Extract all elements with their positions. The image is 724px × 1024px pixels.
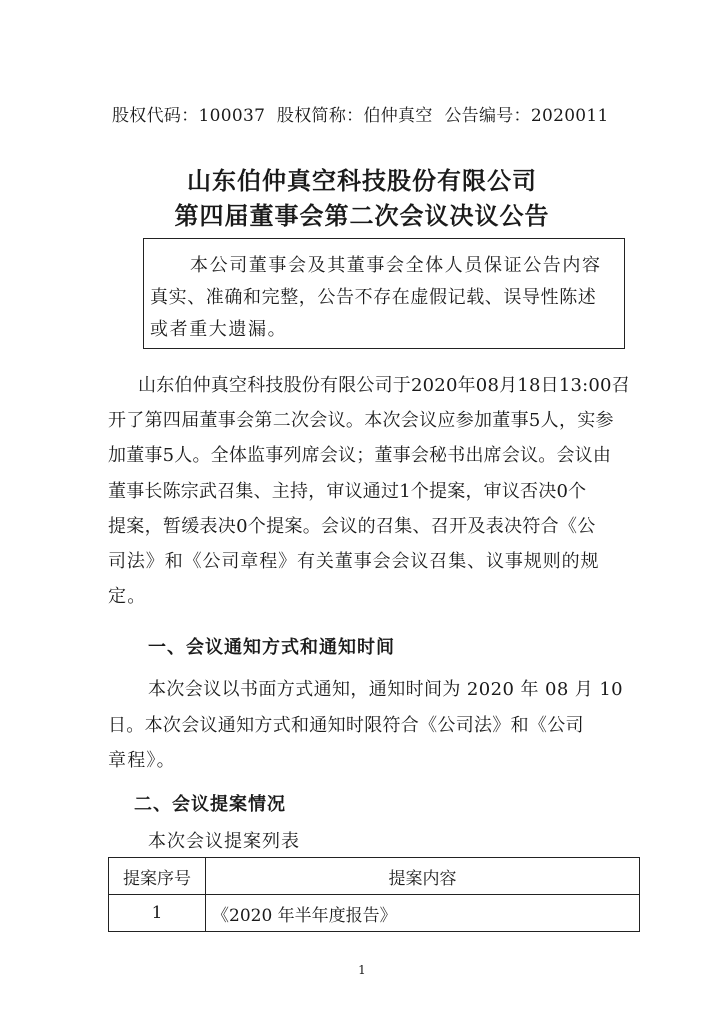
announcement-no: 2020011 bbox=[530, 106, 609, 126]
body-paragraph-1-line: 山东伯仲真空科技股份有限公司于2020年08月18日13:00召 bbox=[138, 375, 630, 396]
table-header-cell: 提案序号 bbox=[109, 858, 206, 895]
stock-code: 100037 bbox=[198, 106, 266, 126]
body-paragraph-1-line: 司法》和《公司章程》有关董事会会议召集、议事规则的规 bbox=[108, 551, 600, 572]
notice-line-1: 本公司董事会及其董事会全体人员保证公告内容 bbox=[190, 255, 602, 276]
notice-line-2: 真实、准确和完整，公告不存在虚假记载、误导性陈述 bbox=[150, 287, 597, 308]
proposals-table bbox=[108, 857, 640, 932]
body-paragraph-2-line: 本次会议以书面方式通知，通知时间为 2020 年 08 月 10 bbox=[148, 679, 624, 700]
body-paragraph-1-line: 开了第四届董事会第二次会议。本次会议应参加董事5人，实参 bbox=[108, 410, 614, 431]
body-paragraph-1-line: 提案，暂缓表决0个提案。会议的召集、召开及表决符合《公 bbox=[108, 516, 596, 537]
announcement-no-label: 公告编号： bbox=[444, 106, 531, 126]
stock-abbr: 伯仲真空 bbox=[363, 106, 433, 126]
section-1-heading: 一、会议通知方式和通知时间 bbox=[148, 637, 395, 658]
document-title-line1: 山东伯仲真空科技股份有限公司 bbox=[187, 166, 537, 195]
table-header-cell: 提案内容 bbox=[206, 858, 640, 895]
table-header-row bbox=[109, 858, 640, 895]
section-2-heading: 二、会议提案情况 bbox=[134, 794, 286, 815]
body-paragraph-1-line: 定。 bbox=[108, 586, 147, 607]
proposal-content-cell: 《2020 年半年度报告》 bbox=[206, 895, 640, 932]
body-paragraph-1-line: 董事长陈宗武召集、主持，审议通过1个提案，审议否决0个 bbox=[108, 481, 587, 502]
body-paragraph-2-line: 日。本次会议通知方式和通知时限符合《公司法》和《公司 bbox=[108, 715, 584, 736]
stock-code-label: 股权代码： bbox=[112, 106, 199, 126]
table-row bbox=[109, 895, 640, 932]
stock-abbr-label: 股权简称： bbox=[276, 106, 364, 126]
body-paragraph-2-line: 章程》。 bbox=[108, 750, 176, 771]
header-info-line bbox=[112, 101, 609, 126]
proposal-number-cell: 1 bbox=[109, 895, 206, 932]
document-title-line2: 第四届董事会第二次会议决议公告 bbox=[174, 201, 550, 230]
page-number: 1 bbox=[358, 963, 366, 977]
table-caption: 本次会议提案列表 bbox=[148, 831, 300, 852]
body-paragraph-1-line: 加董事5人。全体监事列席会议；董事会秘书出席会议。会议由 bbox=[108, 445, 612, 466]
notice-line-3: 或者重大遗漏。 bbox=[150, 319, 288, 340]
guarantee-notice-box bbox=[143, 238, 625, 349]
